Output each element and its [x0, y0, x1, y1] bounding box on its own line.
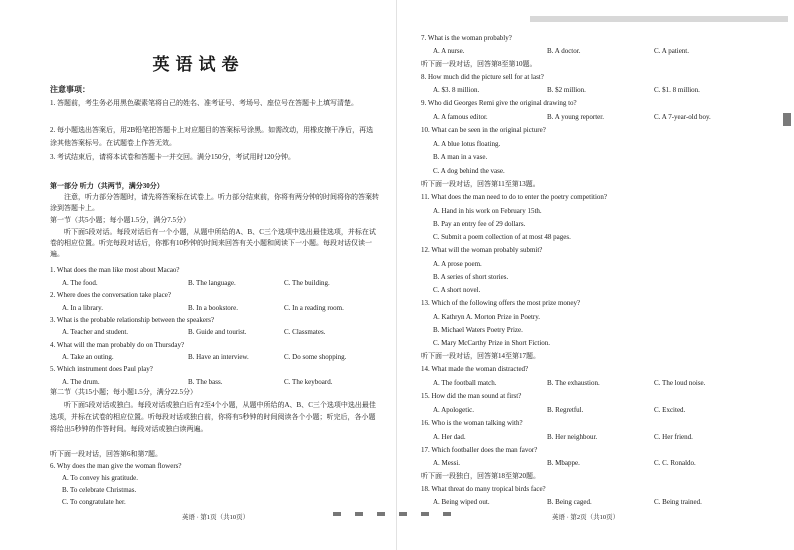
part1-intro: 注意，听力部分答题时，请先将答案标在试卷上。听力部分结束前，你将有两分钟的时间将你的答案转涂到答题卡上。 — [50, 193, 379, 212]
q5-option-c: C. The keyboard. — [284, 378, 333, 386]
q3-option-c: C. Classmates. — [284, 328, 326, 336]
section1-intro: 听下面5段对话。每段对话后有一个小题，从题中所给的A、B、C三个选项中选出最佳选项，并标在试卷的相应位置。听完每段对话后，你都有10秒钟的时间来回答有关小题和阅读下一小题。每段对话仅读一遍。 — [50, 228, 376, 258]
q3-option-a: A. Teacher and student. — [62, 328, 129, 336]
q16-option-b: B. Her neighbour. — [547, 433, 598, 441]
q18-option-c: C. Being trained. — [654, 498, 702, 506]
listen-instruction-18-20: 听下面一段独白，回答第18至第20题。 — [421, 472, 540, 480]
listen-instruction-8-10: 听下面一段对话，回答第8至第10题。 — [421, 60, 537, 68]
q5-option-a: A. The drum. — [62, 378, 100, 386]
q12-option-a: A. A prose poem. — [433, 260, 482, 268]
q11-option-b: B. Pay an entry fee of 29 dollars. — [433, 220, 526, 228]
q10-option-c: C. A dog behind the vase. — [433, 167, 505, 175]
q8-option-b: B. $2 million. — [547, 86, 586, 94]
question-12: 12. What will the woman probably submit? — [421, 246, 543, 254]
right-page — [397, 0, 794, 550]
question-15: 15. How did the man sound at first? — [421, 392, 522, 400]
page-footer-2: 英语 · 第2页（共10页） — [552, 514, 620, 521]
q9-option-c: C. A 7-year-old boy. — [654, 113, 711, 121]
question-11: 11. What does the man need to do to enter the poetry competition? — [421, 193, 608, 201]
question-17: 17. Which footballer does the man favor? — [421, 446, 538, 454]
q13-option-a: A. Kathryn A. Morton Prize in Poetry. — [433, 313, 541, 321]
section2-heading: 第二节（共15小题；每小题1.5分，满分22.5分） — [50, 388, 197, 396]
question-13: 13. Which of the following offers the most prize money? — [421, 299, 581, 307]
question-7: 7. What is the woman probably? — [421, 34, 512, 42]
q7-option-b: B. A doctor. — [547, 47, 581, 55]
q1-option-b: B. The language. — [188, 279, 236, 287]
q4-option-c: C. Do some shopping. — [284, 353, 347, 361]
footer-mark — [377, 512, 385, 516]
q6-option-b: B. To celebrate Christmas. — [62, 486, 137, 494]
q3-option-b: B. Guide and tourist. — [188, 328, 247, 336]
q12-option-c: C. A short novel. — [433, 286, 481, 294]
q18-option-a: A. Being wiped out. — [433, 498, 490, 506]
q8-option-c: C. $1. 8 million. — [654, 86, 700, 94]
question-3: 3. What is the probable relationship between the speakers? — [50, 316, 215, 324]
q9-option-b: B. A young reporter. — [547, 113, 604, 121]
q17-option-a: A. Messi. — [433, 459, 461, 467]
listen-instruction-11-13: 听下面一段对话，回答第11至第13题。 — [421, 180, 540, 188]
q13-option-b: B. Michael Waters Poetry Prize. — [433, 326, 523, 334]
q15-option-a: A. Apologetic. — [433, 406, 475, 414]
part1-heading: 第一部分 听力（共两节，满分30分） — [50, 182, 164, 190]
q1-option-c: C. The building. — [284, 279, 330, 287]
page-footer-1: 英语 · 第1页（共10页） — [182, 514, 250, 521]
q14-option-b: B. The exhaustion. — [547, 379, 600, 387]
section2-intro: 听下面5段对话或独白。每段对话或独白后有2至4个小题，从题中所给的A、B、C三个选项中选出最佳选项，并标在试卷的相应位置。听每段对话或独白前，你将有5秒钟的时间阅读各个小题；听完后，各小题将给出5秒钟的作答时间。每段对话或独白读两遍。 — [50, 401, 376, 433]
question-1: 1. What does the man like most about Macao? — [50, 266, 180, 274]
q1-option-a: A. The food. — [62, 279, 98, 287]
q18-option-b: B. Being caged. — [547, 498, 592, 506]
q2-option-b: B. In a bookstore. — [188, 304, 238, 312]
question-5: 5. Which instrument does Paul play? — [50, 365, 153, 373]
q16-option-c: C. Her friend. — [654, 433, 693, 441]
listen-instruction-14-17: 听下面一段对话，回答第14至第17题。 — [421, 352, 540, 360]
q2-option-c: C. In a reading room. — [284, 304, 344, 312]
notice-2: 2. 每小题选出答案后，用2B铅笔把答题卡上对应题目的答案标号涂黑。如需改动，用橡皮擦干净后，再选涂其他答案标号。在试题卷上作答无效。 — [50, 126, 374, 147]
footer-mark — [355, 512, 363, 516]
q4-option-b: B. Have an interview. — [188, 353, 249, 361]
question-14: 14. What made the woman distracted? — [421, 365, 529, 373]
question-4: 4. What will the man probably do on Thursday? — [50, 341, 185, 349]
question-9: 9. Who did Georges Remi give the original drawing to? — [421, 99, 577, 107]
q14-option-c: C. The loud noise. — [654, 379, 706, 387]
q6-option-a: A. To convey his gratitude. — [62, 474, 138, 482]
q8-option-a: A. $3. 8 million. — [433, 86, 480, 94]
footer-mark — [333, 512, 341, 516]
q5-option-b: B. The bass. — [188, 378, 223, 386]
notice-3: 3. 考试结束后，请将本试卷和答题卡一并交回。满分150分，考试用时120分钟。 — [50, 153, 295, 161]
q4-option-a: A. Take an outing. — [62, 353, 114, 361]
notice-heading: 注意事项： — [50, 85, 90, 94]
q13-option-c: C. Mary McCarthy Prize in Short Fiction. — [433, 339, 551, 347]
q12-option-b: B. A series of short stories. — [433, 273, 509, 281]
q14-option-a: A. The football match. — [433, 379, 497, 387]
question-8: 8. How much did the picture sell for at last? — [421, 73, 544, 81]
q7-option-a: A. A nurse. — [433, 47, 465, 55]
q11-option-a: A. Hand in his work on February 15th. — [433, 207, 542, 215]
question-10: 10. What can be seen in the original picture? — [421, 126, 546, 134]
q17-option-c: C. C. Ronaldo. — [654, 459, 696, 467]
q2-option-a: A. In a library. — [62, 304, 103, 312]
q15-option-c: C. Excited. — [654, 406, 686, 414]
q6-option-c: C. To congratulate her. — [62, 498, 126, 506]
q16-option-a: A. Her dad. — [433, 433, 466, 441]
q10-option-b: B. A man in a vase. — [433, 153, 488, 161]
q10-option-a: A. A blue lotus floating. — [433, 140, 501, 148]
q17-option-b: B. Mbappe. — [547, 459, 580, 467]
question-18: 18. What threat do many tropical birds face? — [421, 485, 546, 493]
question-16: 16. Who is the woman talking with? — [421, 419, 523, 427]
question-6: 6. Why does the man give the woman flowers? — [50, 462, 182, 470]
q7-option-c: C. A patient. — [654, 47, 689, 55]
q11-option-c: C. Submit a poem collection of at most 48 pages. — [433, 233, 571, 241]
q15-option-b: B. Regretful. — [547, 406, 584, 414]
q9-option-a: A. A famous editor. — [433, 113, 488, 121]
question-2: 2. Where does the conversation take place? — [50, 291, 171, 299]
section1-heading: 第一节（共5小题；每小题1.5分，满分7.5分） — [50, 216, 190, 224]
listen-instruction-6-7: 听下面一段对话，回答第6和第7题。 — [50, 450, 162, 458]
notice-1: 1. 答题前，考生务必用黑色碳素笔将自己的姓名、准考证号、考场号、座位号在答题卡上填写清楚。 — [50, 99, 358, 107]
exam-title: 英语试卷 — [152, 55, 245, 74]
